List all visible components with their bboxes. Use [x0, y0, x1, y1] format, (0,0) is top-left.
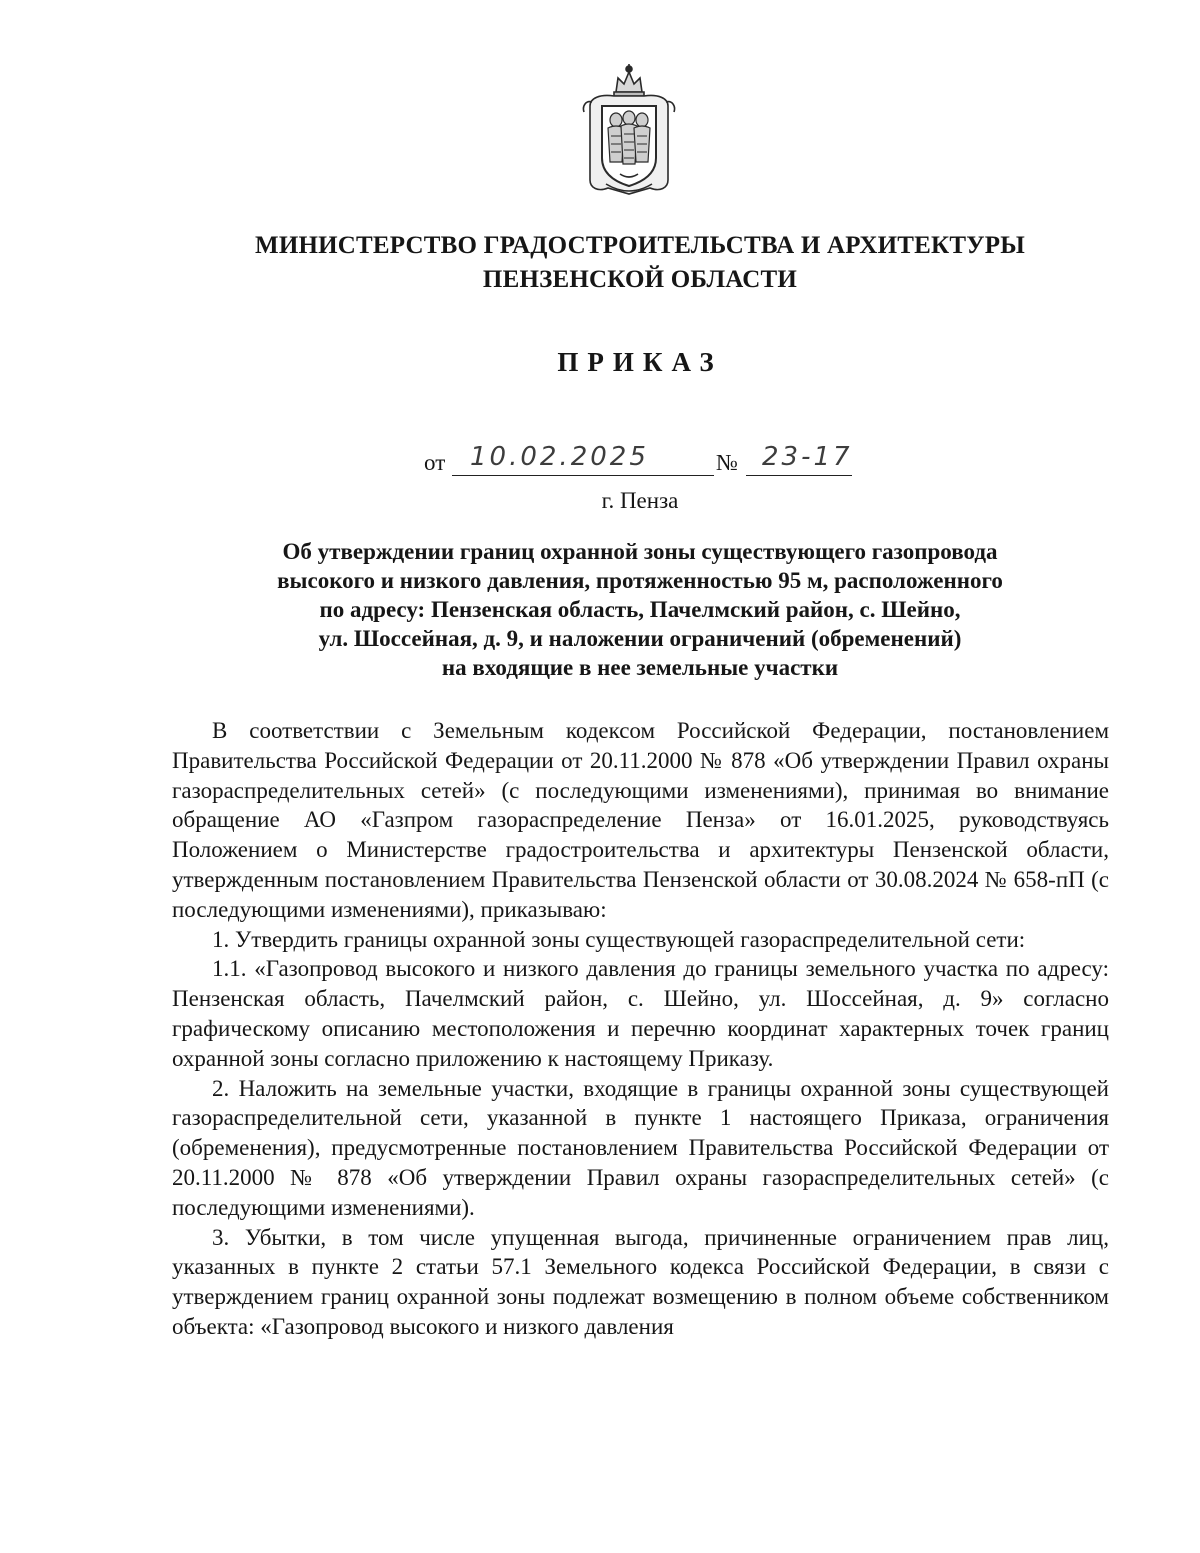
date-prefix: от	[424, 450, 446, 475]
ministry-name-line-2: ПЕНЗЕНСКОЙ ОБЛАСТИ	[482, 266, 798, 293]
subject-line: по адресу: Пензенская область, Пачелмский район, с. Шейно,	[319, 597, 961, 622]
ministry-name	[140, 229, 1140, 297]
preamble-paragraph: В соответствии с Земельным кодексом Российской Федерации, постановлением Правительства Российской Федерации от 20.11.2000 № 878 «Об утверждении Правил охраны газораспределительных сетей» (с последующими изменениями), принимая во внимание обращение АО «Газпром газораспределение Пенза» от 16.01.2025, руководствуясь Положением о Министерстве градостроительства и архитектуры Пензенской области, утвержденным постановлением Правительства Пензенской области от 30.08.2024 № 658-пП (с последующими изменениями), приказываю:	[172, 718, 1109, 922]
coat-of-arms-icon	[576, 62, 682, 196]
number-prefix: №	[716, 450, 738, 475]
clause-2-paragraph: 2. Наложить на земельные участки, входящие в границы охранной зоны существующей газораспределительной сети, указанной в пункте 1 настоящего Приказа, ограничения (обременения), предусмотренные постановлением Правительства Российской Федерации от 20.11.2000 № 878 «Об утверждении Правил охраны газораспределительных сетей» (с последующими изменениями).	[172, 1075, 1109, 1220]
subject-line: ул. Шоссейная, д. 9, и наложении ограничений (обременений)	[318, 626, 962, 651]
subject-line: высокого и низкого давления, протяженностью 95 м, расположенного	[277, 568, 1003, 593]
clause-3-paragraph: 3. Убытки, в том числе упущенная выгода, причиненные ограничением прав лиц, указанных в пункте 2 статьи 57.1 Земельного кодекса Российской Федерации, в связи с утверждением границ охранной зоны подлежат возмещению в полном объеме собственником объекта: «Газопровод высокого и низкого давления	[172, 1224, 1109, 1339]
order-subject	[140, 537, 1140, 682]
ministry-name-line-1: МИНИСТЕРСТВО ГРАДОСТРОИТЕЛЬСТВА И АРХИТЕКТУРЫ	[255, 232, 1025, 259]
city: г. Пенза	[601, 488, 679, 513]
order-number: 23-17	[762, 442, 853, 472]
order-body	[172, 716, 1109, 1342]
clause-1-1-paragraph: 1.1. «Газопровод высокого и низкого давления до границы земельного участка по адресу: Пензенская область, Пачелмский район, с. Шейно, ул. Шоссейная, д. 9» согласно графическому описанию местоположения и перечню координат характерных точек границ охранной зоны согласно приложению к настоящему Приказу.	[172, 956, 1109, 1071]
date-underline	[452, 475, 714, 476]
number-underline	[746, 475, 852, 476]
order-date: 10.02.2025	[470, 442, 649, 472]
subject-line: Об утверждении границ охранной зоны существующего газопровода	[282, 539, 998, 564]
clause-1-paragraph: 1. Утвердить границы охранной зоны существующей газораспределительной сети:	[212, 926, 1026, 952]
subject-line: на входящие в нее земельные участки	[441, 655, 839, 680]
order-title: ПРИКАЗ	[557, 347, 723, 377]
